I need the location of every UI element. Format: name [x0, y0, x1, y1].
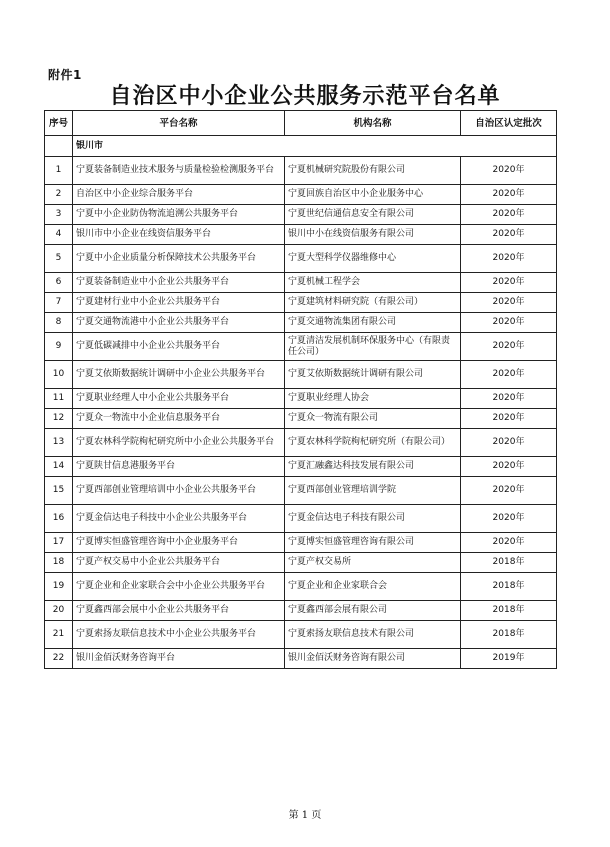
row-org-name: 宁夏企业和企业家联合会 [285, 573, 461, 601]
row-platform-name: 宁夏装备制造业技术服务与质量检验检测服务平台 [73, 157, 285, 185]
row-org-name: 宁夏汇融鑫达科技发展有限公司 [285, 457, 461, 477]
row-platform-name: 宁夏众一物流中小企业信息服务平台 [73, 409, 285, 429]
row-platform-name: 宁夏交通物流港中小企业公共服务平台 [73, 313, 285, 333]
table-row [45, 533, 557, 553]
row-org-name: 宁夏金信达电子科技有限公司 [285, 505, 461, 533]
table-row [45, 573, 557, 601]
row-batch-year: 2020年 [461, 273, 557, 293]
page-number: 第 1 页 [288, 810, 322, 821]
row-batch-year: 2018年 [461, 553, 557, 573]
row-org-name: 银川金佰沃财务咨询有限公司 [285, 649, 461, 669]
row-org-name: 宁夏交通物流集团有限公司 [285, 313, 461, 333]
row-index: 17 [45, 533, 73, 553]
table-header-row [45, 111, 557, 136]
row-index: 21 [45, 621, 73, 649]
row-batch-year: 2020年 [461, 225, 557, 245]
row-index: 4 [45, 225, 73, 245]
table-row [45, 553, 557, 573]
row-batch-year: 2020年 [461, 333, 557, 361]
row-org-name: 宁夏博实恒盛管理咨询有限公司 [285, 533, 461, 553]
table-row [45, 273, 557, 293]
row-index: 14 [45, 457, 73, 477]
row-platform-name: 宁夏中小企业防伪物流追溯公共服务平台 [73, 205, 285, 225]
header-index: 序号 [45, 111, 73, 136]
table-row [45, 333, 557, 361]
row-index: 18 [45, 553, 73, 573]
row-platform-name: 宁夏博实恒盛管理咨询中小企业服务平台 [73, 533, 285, 553]
row-platform-name: 宁夏低碳减排中小企业公共服务平台 [73, 333, 285, 361]
row-org-name: 宁夏众一物流有限公司 [285, 409, 461, 429]
header-batch: 自治区认定批次 [461, 111, 557, 136]
table-row [45, 185, 557, 205]
table-row [45, 601, 557, 621]
row-batch-year: 2020年 [461, 457, 557, 477]
row-index: 2 [45, 185, 73, 205]
row-index: 10 [45, 361, 73, 389]
row-platform-name: 宁夏中小企业质量分析保障技术公共服务平台 [73, 245, 285, 273]
row-platform-name: 宁夏西部创业管理培训中小企业公共服务平台 [73, 477, 285, 505]
row-index: 6 [45, 273, 73, 293]
row-index: 8 [45, 313, 73, 333]
row-index: 13 [45, 429, 73, 457]
row-org-name: 宁夏索扬友联信息技术有限公司 [285, 621, 461, 649]
row-index: 15 [45, 477, 73, 505]
document-title: 自治区中小企业公共服务示范平台名单 [109, 83, 501, 109]
row-index: 11 [45, 389, 73, 409]
row-org-name: 宁夏鑫西部会展有限公司 [285, 601, 461, 621]
row-platform-name: 宁夏农林科学院枸杞研究所中小企业公共服务平台 [73, 429, 285, 457]
row-index: 19 [45, 573, 73, 601]
row-batch-year: 2020年 [461, 157, 557, 185]
row-batch-year: 2020年 [461, 429, 557, 457]
row-platform-name: 宁夏金信达电子科技中小企业公共服务平台 [73, 505, 285, 533]
row-platform-name: 自治区中小企业综合服务平台 [73, 185, 285, 205]
row-platform-name: 银川市中小企业在线资信服务平台 [73, 225, 285, 245]
row-platform-name: 宁夏装备制造业中小企业公共服务平台 [73, 273, 285, 293]
row-index: 5 [45, 245, 73, 273]
row-index: 1 [45, 157, 73, 185]
row-batch-year: 2020年 [461, 409, 557, 429]
row-org-name: 银川中小在线资信服务有限公司 [285, 225, 461, 245]
table-row [45, 293, 557, 313]
row-org-name: 宁夏职业经理人协会 [285, 389, 461, 409]
row-index: 7 [45, 293, 73, 313]
row-org-name: 宁夏大型科学仪器维修中心 [285, 245, 461, 273]
row-batch-year: 2020年 [461, 245, 557, 273]
row-batch-year: 2020年 [461, 361, 557, 389]
row-index: 22 [45, 649, 73, 669]
row-index: 3 [45, 205, 73, 225]
row-platform-name: 宁夏产权交易中小企业公共服务平台 [73, 553, 285, 573]
row-batch-year: 2020年 [461, 205, 557, 225]
row-index: 20 [45, 601, 73, 621]
table-row [45, 157, 557, 185]
row-org-name: 宁夏机械研究院股份有限公司 [285, 157, 461, 185]
row-org-name: 宁夏农林科学院枸杞研究所（有限公司） [285, 429, 461, 457]
row-index: 16 [45, 505, 73, 533]
row-batch-year: 2020年 [461, 293, 557, 313]
row-org-name: 宁夏清洁发展机制环保服务中心（有限责任公司） [285, 333, 461, 361]
attachment-label: 附件1 [48, 68, 82, 82]
row-platform-name: 宁夏陕甘信息港服务平台 [73, 457, 285, 477]
row-platform-name: 宁夏建材行业中小企业公共服务平台 [73, 293, 285, 313]
row-batch-year: 2019年 [461, 649, 557, 669]
region-label: 银川市 [73, 136, 557, 157]
table-row [45, 649, 557, 669]
table-row [45, 361, 557, 389]
row-platform-name: 宁夏企业和企业家联合会中小企业公共服务平台 [73, 573, 285, 601]
table-row [45, 389, 557, 409]
row-index: 12 [45, 409, 73, 429]
row-org-name: 宁夏回族自治区中小企业服务中心 [285, 185, 461, 205]
row-batch-year: 2018年 [461, 601, 557, 621]
table-row [45, 205, 557, 225]
row-batch-year: 2020年 [461, 313, 557, 333]
table-row [45, 505, 557, 533]
table-row [45, 313, 557, 333]
table-row [45, 245, 557, 273]
row-batch-year: 2020年 [461, 505, 557, 533]
row-platform-name: 宁夏艾依斯数据统计调研中小企业公共服务平台 [73, 361, 285, 389]
row-org-name: 宁夏产权交易所 [285, 553, 461, 573]
row-platform-name: 宁夏索扬友联信息技术中小企业公共服务平台 [73, 621, 285, 649]
row-batch-year: 2020年 [461, 477, 557, 505]
table-row [45, 409, 557, 429]
row-platform-name: 宁夏鑫西部会展中小企业公共服务平台 [73, 601, 285, 621]
row-org-name: 宁夏艾依斯数据统计调研有限公司 [285, 361, 461, 389]
row-batch-year: 2018年 [461, 621, 557, 649]
row-batch-year: 2020年 [461, 389, 557, 409]
row-index: 9 [45, 333, 73, 361]
row-platform-name: 银川金佰沃财务咨询平台 [73, 649, 285, 669]
table-row [45, 477, 557, 505]
row-batch-year: 2018年 [461, 573, 557, 601]
platform-table [44, 110, 557, 669]
row-batch-year: 2020年 [461, 185, 557, 205]
header-platform-name: 平台名称 [73, 111, 285, 136]
table-row [45, 621, 557, 649]
row-org-name: 宁夏机械工程学会 [285, 273, 461, 293]
row-org-name: 宁夏西部创业管理培训学院 [285, 477, 461, 505]
table-row [45, 457, 557, 477]
row-platform-name: 宁夏职业经理人中小企业公共服务平台 [73, 389, 285, 409]
header-org-name: 机构名称 [285, 111, 461, 136]
table-row [45, 225, 557, 245]
table-row [45, 429, 557, 457]
row-batch-year: 2020年 [461, 533, 557, 553]
row-org-name: 宁夏建筑材料研究院（有限公司） [285, 293, 461, 313]
region-row [45, 136, 557, 157]
row-org-name: 宁夏世纪信通信息安全有限公司 [285, 205, 461, 225]
